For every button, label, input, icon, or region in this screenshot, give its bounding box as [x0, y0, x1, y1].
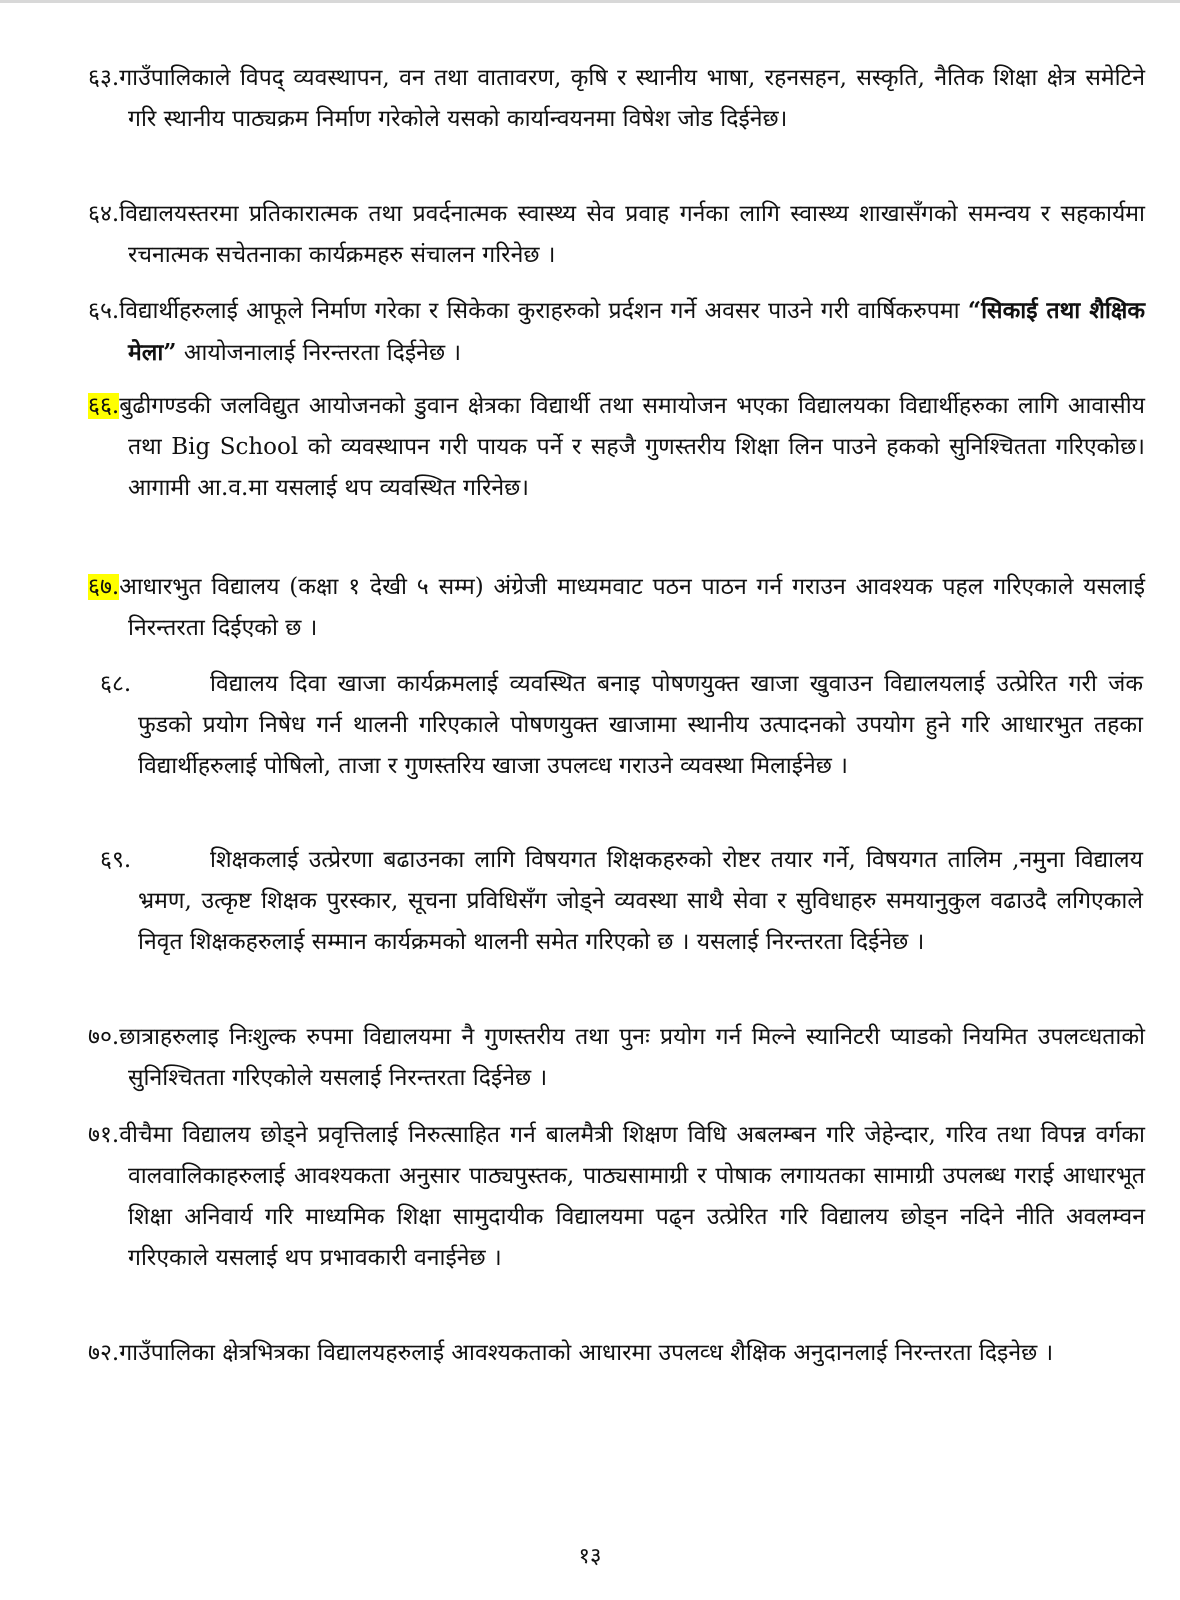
paragraph-text: गाउँपालिकाले विपद् व्यवस्थापन, वन तथा वातावरण, कृषि र स्थानीय भाषा, रहनसहन, सस्कृति, नैतिक शिक्षा क्षेत्र समेटिने गरि स्थानीय पाठ्यक्रम निर्माण गरेकोले यसको कार्यान्वयनमा विषेश जोड दिईनेछ। [119, 65, 1145, 132]
page-number: १३ [578, 1544, 602, 1569]
paragraph-number: ६८. [100, 671, 132, 697]
paragraph-65 [88, 290, 1145, 374]
paragraph-text: विद्यालय दिवा खाजा कार्यक्रमलाई व्यवस्थित बनाइ पोषणयुक्त खाजा खुवाउन विद्यालयलाई उत्प्रेरित गरी जंक फुडको प्रयोग निषेध गर्न थालनी गरिएकाले पोषणयुक्त खाजामा स्थानीय उत्पादनको उपयोग हुने गरि आधारभुत तहका विद्यार्थीहरुलाई पोषिलो, ताजा र गुणस्तरिय खाजा उपलव्ध गराउने व्यवस्था मिलाईनेछ । [138, 671, 1143, 779]
paragraph-66 [88, 386, 1145, 509]
paragraph-71 [88, 1115, 1145, 1279]
paragraph-text: वीचैमा विद्यालय छोड्ने प्रवृत्तिलाई निरुत्साहित गर्न बालमैत्री शिक्षण विधि अबलम्बन गरि जेहेन्दार, गरिव तथा विपन्न वर्गका वालवालिकाहरुलाई आवश्यकता अनुसार पाठ्यपुस्तक, पाठ्यसामाग्री र पोषाक लगायतका सामाग्री उपलब्ध गराई आधारभूत शिक्षा अनिवार्य गरि माध्यमिक शिक्षा सामुदायीक विद्यालयमा पढ्न उत्प्रेरित गरि विद्यालय छोड्न नदिने नीति अवलम्वन गरिएकाले यसलाई थप प्रभावकारी वनाईनेछ । [119, 1122, 1145, 1271]
paragraph-63 [88, 58, 1145, 140]
paragraph-number: ७२. [88, 1340, 120, 1366]
paragraph-68 [100, 664, 1143, 787]
paragraph-69 [100, 840, 1143, 963]
paragraph-number: ६५. [88, 298, 120, 324]
paragraph-text: छात्राहरुलाइ निःशुल्क रुपमा विद्यालयमा नै गुणस्तरीय तथा पुनः प्रयोग गर्न मिल्ने स्यानिटरी प्याडको नियमित उपलव्धताको सुनिश्चितता गरिएकोले यसलाई निरन्तरता दिईनेछ । [119, 1024, 1145, 1091]
paragraph-text: शिक्षकलाई उत्प्रेरणा बढाउनका लागि विषयगत शिक्षकहरुको रोष्टर तयार गर्ने, विषयगत तालिम ,नमुना विद्यालय भ्रमण, उत्कृष्ट शिक्षक पुरस्कार, सूचना प्रविधिसँग जोड्ने व्यवस्था साथै सेवा र सुविधाहरु समयानुकुल वढाउदै लगिएकाले निवृत शिक्षकहरुलाई सम्मान कार्यक्रमको थालनी समेत गरिएको छ । यसलाई निरन्तरता दिईनेछ । [138, 847, 1143, 955]
highlighted-paragraph-number: ६७. [88, 574, 120, 600]
paragraph-number: ६४. [88, 201, 120, 227]
paragraph-text: विद्यालयस्तरमा प्रतिकारात्मक तथा प्रवर्दनात्मक स्वास्थ्य सेव प्रवाह गर्नका लागि स्वास्थ्य शाखासँगको समन्वय र सहकार्यमा रचनात्मक सचेतनाका कार्यक्रमहरु संचालन गरिनेछ । [119, 201, 1145, 268]
paragraph-number: ६९. [100, 847, 132, 873]
paragraph-number: ६३. [88, 65, 120, 91]
paragraph-text: बुढीगण्डकी जलविद्युत आयोजनको डुवान क्षेत्रका विद्यार्थी तथा समायोजन भएका विद्यालयका विद्यार्थीहरुका लागि आवासीय तथा Big School को व्यवस्थापन गरी पायक पर्ने र सहजै गुणस्तरीय शिक्षा लिन पाउने हकको सुनिश्चितता गरिएकोछ। आगामी आ.व.मा यसलाई थप व्यवस्थित गरिनेछ। [119, 393, 1145, 501]
paragraph-70 [88, 1017, 1145, 1099]
paragraph-64 [88, 194, 1145, 276]
paragraph-text: गाउँपालिका क्षेत्रभित्रका विद्यालयहरुलाई आवश्यकताको आधारमा उपलव्ध शैक्षिक अनुदानलाई निरन्तरता दिइनेछ । [119, 1340, 1054, 1366]
paragraph-text: विद्यार्थीहरुलाई आफूले निर्माण गरेका र सिकेका कुराहरुको प्रर्दशन गर्ने अवसर पाउने गरी वार्षिकरुपमा [119, 298, 968, 324]
paragraph-72 [88, 1333, 1145, 1374]
paragraph-67 [88, 567, 1145, 649]
paragraph-text-end: आयोजनालाई निरन्तरता दिईनेछ । [176, 340, 462, 366]
highlighted-paragraph-number: ६६. [88, 393, 120, 419]
event-name-bold: “सिकाई तथा शैक्षिक मेला” [128, 297, 1145, 366]
paragraph-number: ७१. [88, 1122, 120, 1148]
paragraph-number: ७०. [88, 1024, 120, 1050]
paragraph-text: आधारभुत विद्यालय (कक्षा १ देखी ५ सम्म) अंग्रेजी माध्यमवाट पठन पाठन गर्न गराउन आवश्यक पहल गरिएकाले यसलाई निरन्तरता दिईएको छ । [119, 574, 1145, 641]
